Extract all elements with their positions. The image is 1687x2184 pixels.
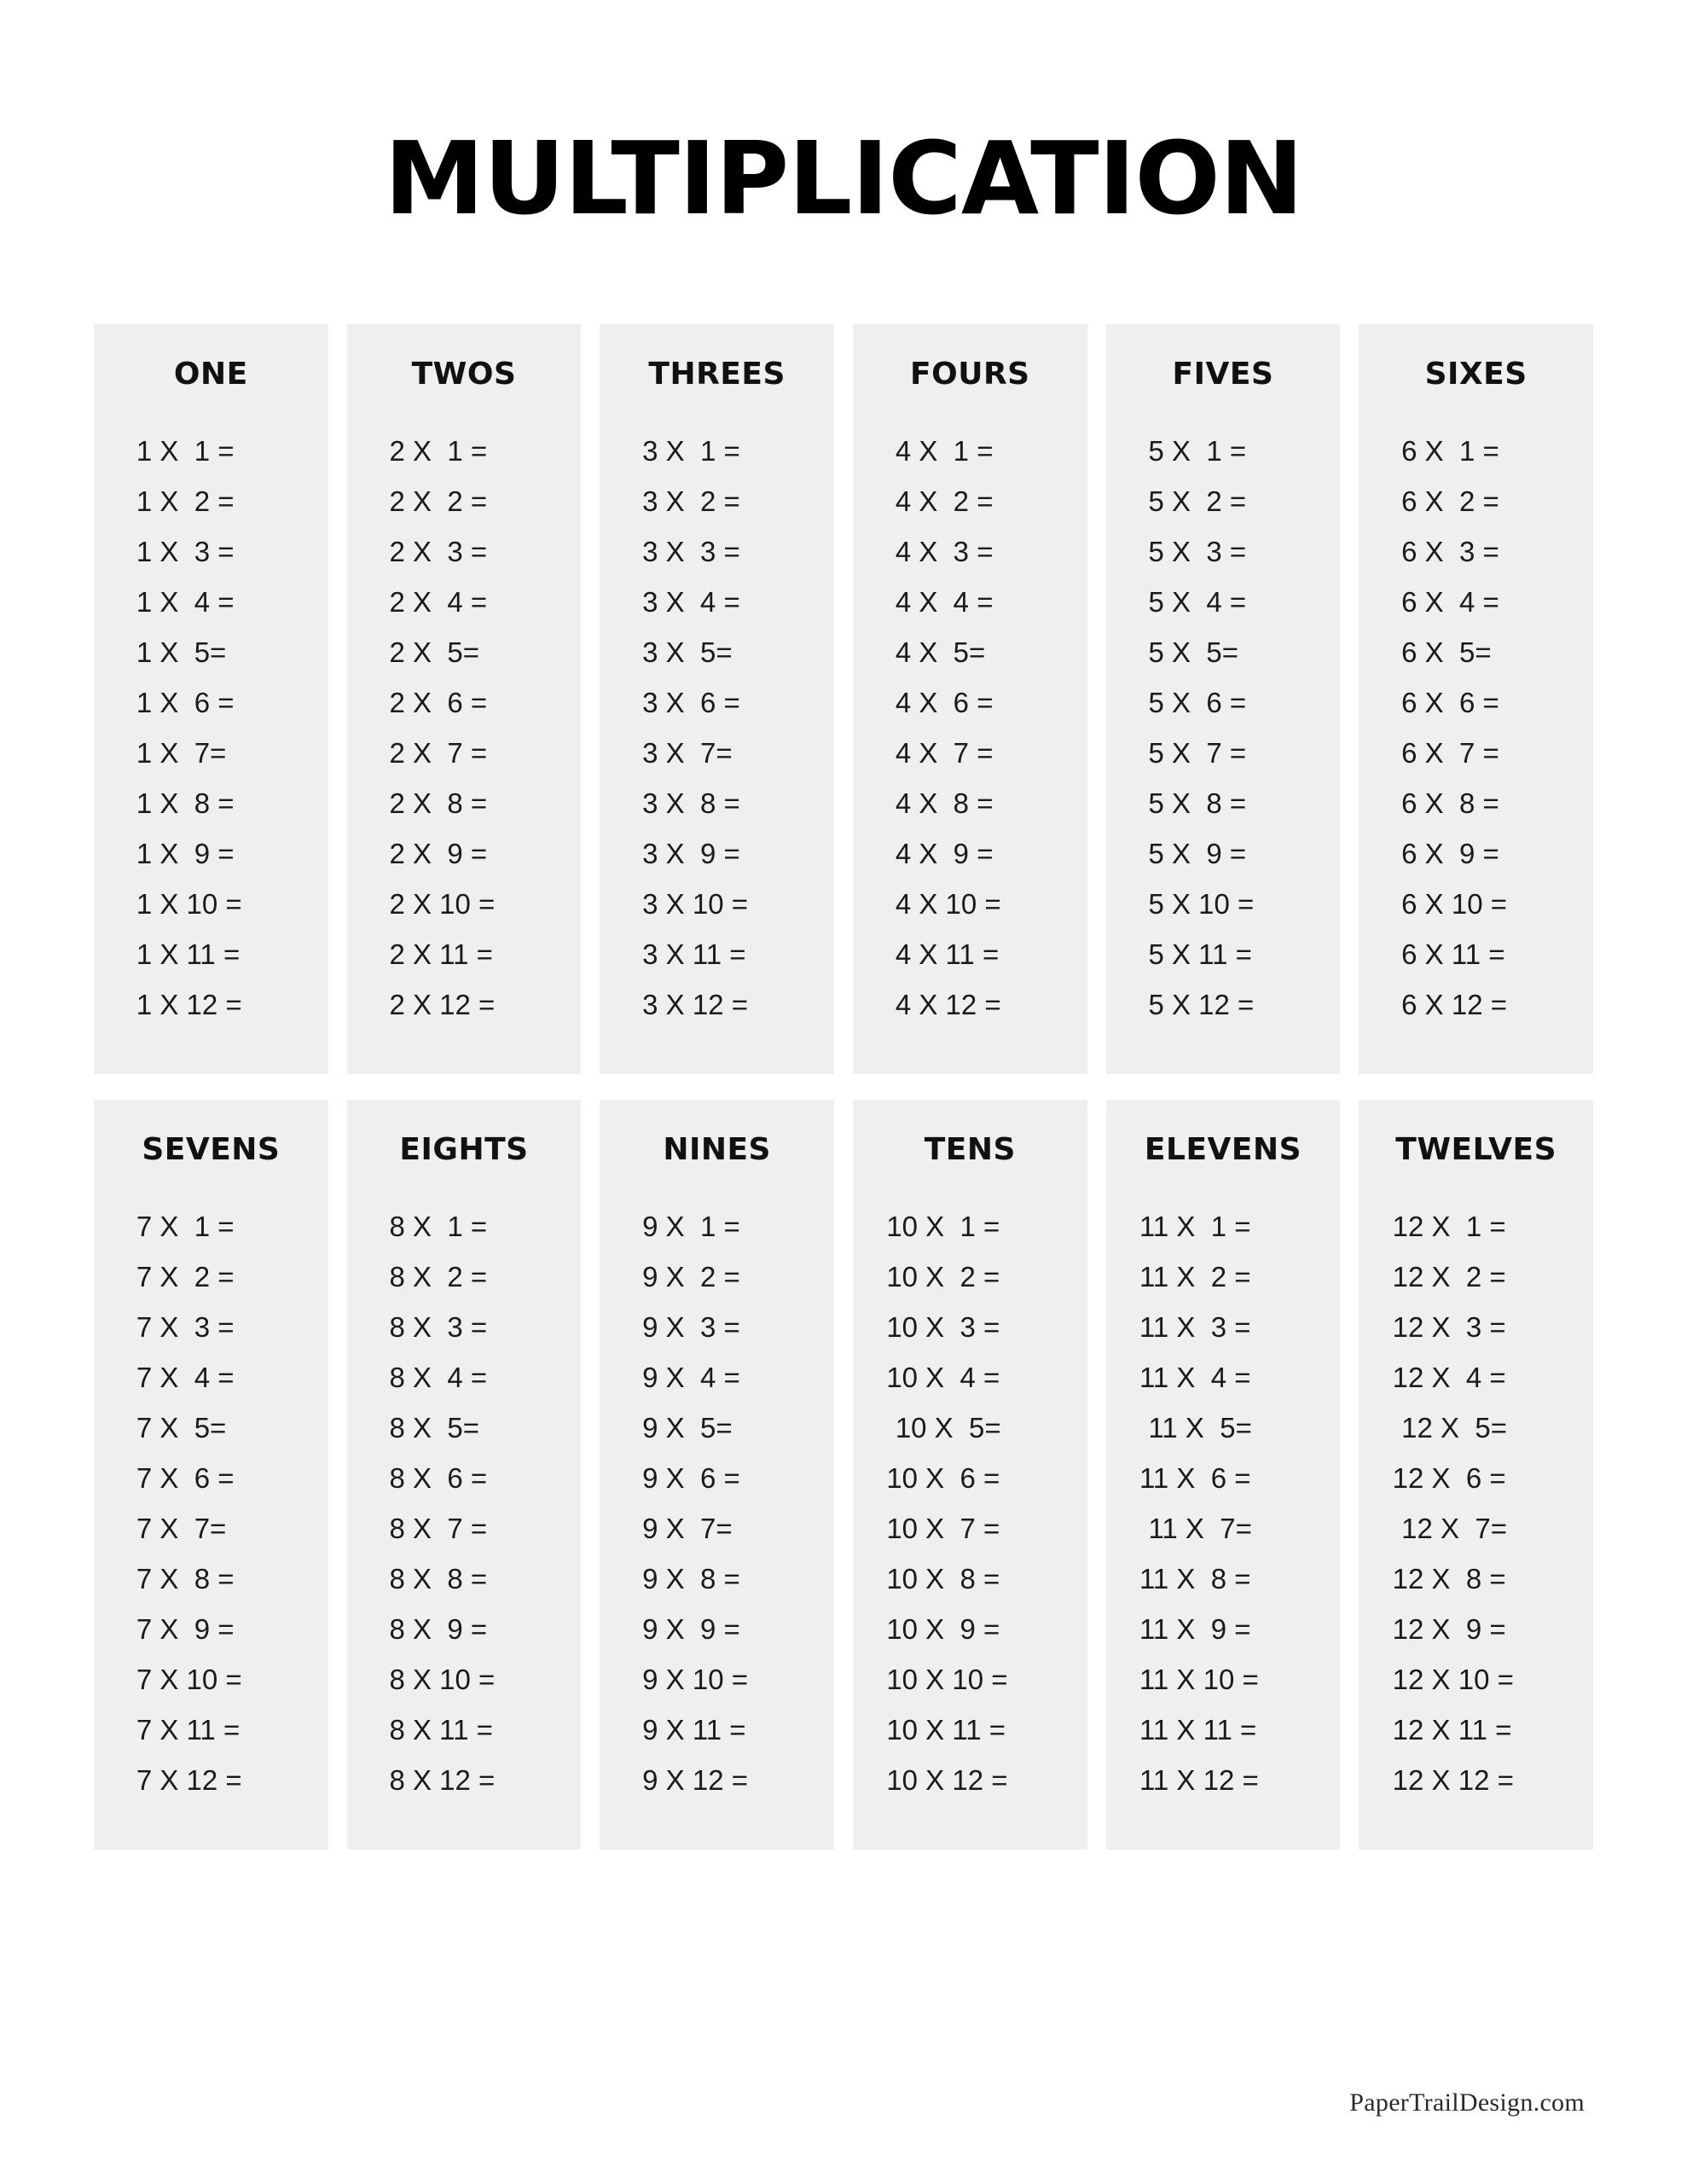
times-table-heading: EIGHTS — [399, 1132, 529, 1167]
equation-row[interactable]: 6 X 3 = — [1401, 536, 1499, 567]
equation-row[interactable]: 12 X 9 = — [1392, 1613, 1506, 1645]
equation-row[interactable]: 10 X 6 = — [886, 1462, 1000, 1494]
equation-list — [861, 1201, 1079, 1805]
equation-row[interactable]: 7 X 12 = — [136, 1764, 242, 1796]
times-table-card — [1106, 324, 1341, 1074]
equation-row[interactable]: 8 X 5= — [389, 1412, 479, 1443]
equation-row[interactable]: 2 X 3 = — [389, 536, 488, 567]
equation-row[interactable]: 3 X 9 = — [642, 838, 740, 869]
equation-row[interactable]: 3 X 8 = — [642, 787, 740, 819]
equation-row[interactable]: 10 X 12 = — [886, 1764, 1008, 1796]
equation-row[interactable]: 7 X 8 = — [136, 1563, 235, 1594]
equation-row[interactable]: 7 X 7= — [136, 1513, 227, 1544]
equation-row[interactable]: 1 X 9 = — [136, 838, 235, 869]
equation-row[interactable]: 9 X 11 = — [642, 1714, 746, 1745]
equation-row[interactable]: 4 X 9 = — [895, 838, 994, 869]
equation-list — [608, 426, 826, 1030]
equation-row[interactable]: 12 X 6 = — [1392, 1462, 1506, 1494]
equation-row[interactable]: 1 X 10 = — [136, 888, 242, 920]
equation-row[interactable]: 3 X 6 = — [642, 687, 740, 718]
times-table-card — [1359, 324, 1593, 1074]
equation-row[interactable]: 10 X 7 = — [886, 1513, 1000, 1544]
equation-row[interactable]: 1 X 2 = — [136, 485, 235, 517]
equation-row[interactable]: 7 X 9 = — [136, 1613, 235, 1645]
equation-row[interactable]: 10 X 10 = — [886, 1664, 1008, 1695]
equation-row[interactable]: 6 X 4 = — [1401, 586, 1499, 618]
footer-credit: PaperTrailDesign.com — [1349, 2088, 1585, 2117]
equation-row[interactable]: 1 X 7= — [136, 737, 227, 769]
times-table-heading: FOURS — [910, 357, 1030, 392]
equation-row[interactable]: 4 X 10 = — [895, 888, 1001, 920]
equation-row[interactable]: 12 X 11 = — [1392, 1714, 1512, 1745]
equation-row[interactable]: 11 X 5= — [1148, 1412, 1252, 1443]
equation-row[interactable]: 2 X 6 = — [389, 687, 488, 718]
times-table-card — [853, 1100, 1087, 1850]
times-table-heading: FIVES — [1172, 357, 1274, 392]
equation-row[interactable]: 10 X 3 = — [886, 1311, 1000, 1343]
equation-row[interactable]: 2 X 10 = — [389, 888, 496, 920]
equation-row[interactable]: 3 X 1 = — [642, 435, 740, 467]
equation-row[interactable]: 6 X 7 = — [1401, 737, 1499, 769]
equation-list — [1367, 1201, 1585, 1805]
equation-row[interactable]: 1 X 1 = — [136, 435, 235, 467]
equation-row[interactable]: 9 X 4 = — [642, 1362, 740, 1393]
equation-list — [356, 1201, 573, 1805]
equation-row[interactable]: 3 X 4 = — [642, 586, 740, 618]
equation-row[interactable]: 8 X 11 = — [389, 1714, 493, 1745]
equation-row[interactable]: 10 X 11 = — [886, 1714, 1006, 1745]
equation-row[interactable]: 11 X 11 = — [1139, 1714, 1257, 1745]
equation-row[interactable]: 1 X 5= — [136, 636, 227, 668]
times-table-card — [600, 324, 834, 1074]
equation-row[interactable]: 3 X 7= — [642, 737, 733, 769]
times-table-heading: SEVENS — [142, 1132, 281, 1167]
equation-row[interactable]: 11 X 7= — [1148, 1513, 1252, 1544]
equation-row[interactable]: 3 X 10 = — [642, 888, 749, 920]
equation-row[interactable]: 7 X 5= — [136, 1412, 227, 1443]
equation-row[interactable]: 11 X 10 = — [1139, 1664, 1259, 1695]
tables-grid — [94, 324, 1593, 1850]
equation-list — [608, 1201, 826, 1805]
equation-row[interactable]: 11 X 8 = — [1139, 1563, 1251, 1594]
equation-row[interactable]: 6 X 9 = — [1401, 838, 1499, 869]
equation-row[interactable]: 1 X 3 = — [136, 536, 235, 567]
equation-row[interactable]: 12 X 4 = — [1392, 1362, 1506, 1393]
page-title: MULTIPLICATION — [384, 119, 1303, 237]
times-table-card — [94, 1100, 328, 1850]
equation-row[interactable]: 9 X 6 = — [642, 1462, 740, 1494]
equation-row[interactable]: 6 X 6 = — [1401, 687, 1499, 718]
equation-list — [1115, 1201, 1332, 1805]
equation-row[interactable]: 10 X 5= — [895, 1412, 1001, 1443]
equation-row[interactable]: 1 X 6 = — [136, 687, 235, 718]
equation-row[interactable]: 11 X 12 = — [1139, 1764, 1259, 1796]
times-table-heading: THREES — [648, 357, 786, 392]
equation-row[interactable]: 2 X 12 = — [389, 989, 496, 1020]
equation-row[interactable]: 12 X 5= — [1401, 1412, 1508, 1443]
equation-list — [1367, 426, 1585, 1030]
equation-row[interactable]: 3 X 2 = — [642, 485, 740, 517]
equation-row[interactable]: 5 X 8 = — [1148, 787, 1247, 819]
equation-row[interactable]: 2 X 8 = — [389, 787, 488, 819]
equation-row[interactable]: 8 X 8 = — [389, 1563, 488, 1594]
equation-row[interactable]: 7 X 3 = — [136, 1311, 235, 1343]
equation-row[interactable]: 11 X 4 = — [1139, 1362, 1251, 1393]
equation-row[interactable]: 5 X 2 = — [1148, 485, 1247, 517]
equation-row[interactable]: 8 X 4 = — [389, 1362, 488, 1393]
equation-row[interactable]: 3 X 12 = — [642, 989, 749, 1020]
equation-row[interactable]: 11 X 9 = — [1139, 1613, 1251, 1645]
equation-row[interactable]: 5 X 1 = — [1148, 435, 1247, 467]
equation-row[interactable]: 5 X 3 = — [1148, 536, 1247, 567]
equation-row[interactable]: 10 X 2 = — [886, 1261, 1000, 1292]
equation-row[interactable]: 3 X 11 = — [642, 938, 746, 970]
equation-row[interactable]: 5 X 10 = — [1148, 888, 1255, 920]
equation-row[interactable]: 11 X 3 = — [1139, 1311, 1251, 1343]
equation-row[interactable]: 9 X 9 = — [642, 1613, 740, 1645]
equation-row[interactable]: 4 X 4 = — [895, 586, 994, 618]
equation-row[interactable]: 5 X 5= — [1148, 636, 1238, 668]
equation-row[interactable]: 6 X 5= — [1401, 636, 1492, 668]
equation-row[interactable]: 4 X 7 = — [895, 737, 994, 769]
equation-row[interactable]: 9 X 10 = — [642, 1664, 749, 1695]
equation-row[interactable]: 7 X 2 = — [136, 1261, 235, 1292]
equation-row[interactable]: 8 X 6 = — [389, 1462, 488, 1494]
equation-row[interactable]: 5 X 6 = — [1148, 687, 1247, 718]
times-table-heading: NINES — [663, 1132, 771, 1167]
equation-row[interactable]: 2 X 9 = — [389, 838, 488, 869]
times-table-card — [1359, 1100, 1593, 1850]
equation-row[interactable]: 3 X 3 = — [642, 536, 740, 567]
equation-row[interactable]: 9 X 5= — [642, 1412, 733, 1443]
equation-row[interactable]: 6 X 10 = — [1401, 888, 1508, 920]
times-table-card — [347, 1100, 582, 1850]
equation-row[interactable]: 2 X 2 = — [389, 485, 488, 517]
times-table-heading: ONE — [173, 357, 248, 392]
times-table-card — [1106, 1100, 1341, 1850]
equation-row[interactable]: 11 X 2 = — [1139, 1261, 1251, 1292]
equation-row[interactable]: 8 X 7 = — [389, 1513, 488, 1544]
equation-row[interactable]: 4 X 2 = — [895, 485, 994, 517]
times-table-card — [600, 1100, 834, 1850]
equation-row[interactable]: 7 X 4 = — [136, 1362, 235, 1393]
equation-row[interactable]: 9 X 7= — [642, 1513, 733, 1544]
equation-row[interactable]: 9 X 8 = — [642, 1563, 740, 1594]
equation-row[interactable]: 5 X 12 = — [1148, 989, 1255, 1020]
equation-row[interactable]: 4 X 12 = — [895, 989, 1001, 1020]
equation-row[interactable]: 8 X 10 = — [389, 1664, 496, 1695]
equation-row[interactable]: 5 X 9 = — [1148, 838, 1247, 869]
times-table-card — [853, 324, 1087, 1074]
equation-row[interactable]: 4 X 1 = — [895, 435, 994, 467]
equation-row[interactable]: 1 X 11 = — [136, 938, 241, 970]
equation-row[interactable]: 12 X 7= — [1401, 1513, 1508, 1544]
equation-row[interactable]: 10 X 1 = — [886, 1211, 1000, 1242]
times-table-heading: SIXES — [1424, 357, 1528, 392]
equation-row[interactable]: 8 X 2 = — [389, 1261, 488, 1292]
equation-row[interactable]: 4 X 11 = — [895, 938, 1000, 970]
equation-row[interactable]: 12 X 12 = — [1392, 1764, 1514, 1796]
equation-row[interactable]: 7 X 10 = — [136, 1664, 242, 1695]
times-table-heading: TWELVES — [1395, 1132, 1557, 1167]
equation-row[interactable]: 5 X 11 = — [1148, 938, 1252, 970]
times-table-heading: TWOS — [411, 357, 517, 392]
equation-row[interactable]: 2 X 7 = — [389, 737, 488, 769]
equation-row[interactable]: 10 X 4 = — [886, 1362, 1000, 1393]
equation-row[interactable]: 9 X 12 = — [642, 1764, 749, 1796]
equation-row[interactable]: 8 X 12 = — [389, 1764, 496, 1796]
equation-row[interactable]: 4 X 8 = — [895, 787, 994, 819]
equation-row[interactable]: 10 X 8 = — [886, 1563, 1000, 1594]
equation-row[interactable]: 4 X 5= — [895, 636, 986, 668]
equation-row[interactable]: 3 X 5= — [642, 636, 733, 668]
equation-row[interactable]: 12 X 3 = — [1392, 1311, 1506, 1343]
times-table-card — [347, 324, 582, 1074]
equation-row[interactable]: 11 X 6 = — [1139, 1462, 1251, 1494]
equation-row[interactable]: 4 X 6 = — [895, 687, 994, 718]
equation-list — [861, 426, 1079, 1030]
equation-row[interactable]: 6 X 1 = — [1401, 435, 1499, 467]
equation-row[interactable]: 1 X 12 = — [136, 989, 242, 1020]
times-table-heading: ELEVENS — [1144, 1132, 1302, 1167]
times-table-heading: TENS — [924, 1132, 1016, 1167]
times-table-card — [94, 324, 328, 1074]
equation-row[interactable]: 9 X 1 = — [642, 1211, 740, 1242]
equation-row[interactable]: 4 X 3 = — [895, 536, 994, 567]
equation-row[interactable]: 8 X 3 = — [389, 1311, 488, 1343]
equation-row[interactable]: 6 X 12 = — [1401, 989, 1508, 1020]
equation-row[interactable]: 6 X 2 = — [1401, 485, 1499, 517]
equation-row[interactable]: 2 X 11 = — [389, 938, 493, 970]
equation-row[interactable]: 1 X 8 = — [136, 787, 235, 819]
equation-list — [356, 426, 573, 1030]
equation-row[interactable]: 8 X 1 = — [389, 1211, 488, 1242]
equation-row[interactable]: 12 X 10 = — [1392, 1664, 1514, 1695]
equation-row[interactable]: 8 X 9 = — [389, 1613, 488, 1645]
equation-row[interactable]: 2 X 1 = — [389, 435, 488, 467]
equation-row[interactable]: 2 X 5= — [389, 636, 479, 668]
equation-row[interactable]: 12 X 8 = — [1392, 1563, 1506, 1594]
equation-list — [102, 426, 320, 1030]
equation-row[interactable]: 9 X 2 = — [642, 1261, 740, 1292]
equation-row[interactable]: 1 X 4 = — [136, 586, 235, 618]
equation-row[interactable]: 5 X 4 = — [1148, 586, 1247, 618]
equation-row[interactable]: 7 X 1 = — [136, 1211, 235, 1242]
equation-list — [102, 1201, 320, 1805]
equation-row[interactable]: 12 X 1 = — [1392, 1211, 1506, 1242]
equation-row[interactable]: 2 X 4 = — [389, 586, 488, 618]
equation-row[interactable]: 10 X 9 = — [886, 1613, 1000, 1645]
equation-row[interactable]: 5 X 7 = — [1148, 737, 1247, 769]
equation-row[interactable]: 6 X 8 = — [1401, 787, 1499, 819]
equation-row[interactable]: 6 X 11 = — [1401, 938, 1505, 970]
equation-row[interactable]: 12 X 2 = — [1392, 1261, 1506, 1292]
equation-list — [1115, 426, 1332, 1030]
equation-row[interactable]: 7 X 6 = — [136, 1462, 235, 1494]
equation-row[interactable]: 9 X 3 = — [642, 1311, 740, 1343]
equation-row[interactable]: 7 X 11 = — [136, 1714, 241, 1745]
equation-row[interactable]: 11 X 1 = — [1139, 1211, 1251, 1242]
